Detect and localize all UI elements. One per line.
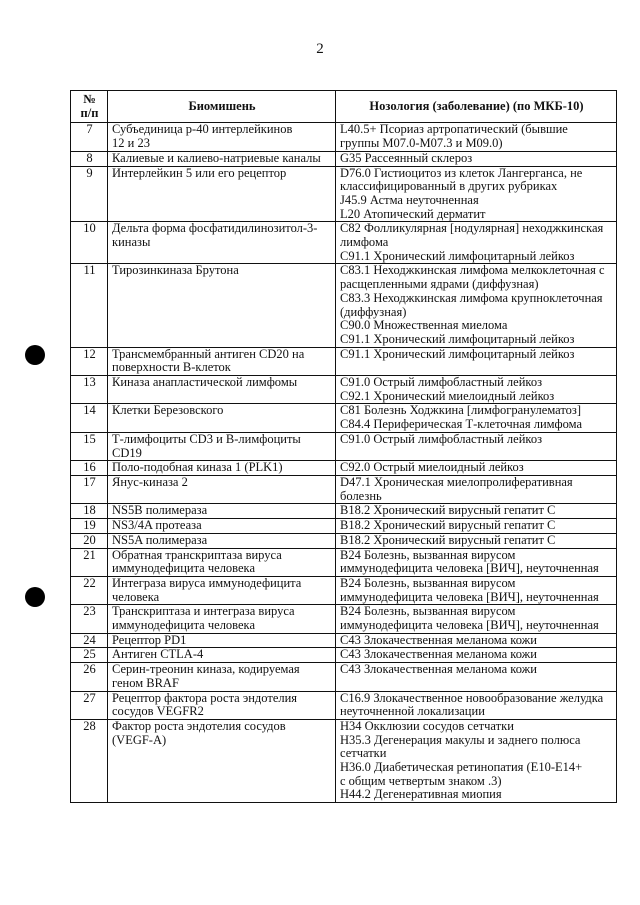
nosology-cell bbox=[336, 151, 617, 166]
nosology-cell bbox=[336, 633, 617, 648]
biotarget-text: CD19 bbox=[112, 445, 142, 460]
nosology-text: лимфома bbox=[340, 235, 389, 250]
nosology-text: D76.0 Гистиоцитоз из клеток Лангерганса, не bbox=[340, 165, 583, 180]
nosology-text: С91.1 Хронический лимфоцитарный лейкоз bbox=[340, 248, 575, 263]
header-number bbox=[71, 91, 108, 123]
table-row bbox=[71, 719, 617, 802]
biotarget-cell bbox=[108, 123, 336, 151]
nosology-text: С92.1 Хронический миелоидный лейкоз bbox=[340, 388, 555, 403]
nosology-text: С91.0 Острый лимфобластный лейкоз bbox=[340, 375, 543, 390]
nosology-text: расщепленными ядрами (диффузная) bbox=[340, 277, 539, 292]
biotarget-text: поверхности В-клеток bbox=[112, 360, 231, 375]
nosology-cell bbox=[336, 123, 617, 151]
biotarget-text: иммунодефицита человека bbox=[112, 618, 255, 633]
nosology-text: С91.0 Острый лимфобластный лейкоз bbox=[340, 431, 543, 446]
row-number: 22 bbox=[71, 576, 108, 604]
table-row bbox=[71, 663, 617, 691]
row-number: 11 bbox=[71, 264, 108, 347]
biotarget-cell bbox=[108, 432, 336, 460]
table-row bbox=[71, 504, 617, 519]
nosology-text: Н44.2 Дегенеративная миопия bbox=[340, 787, 502, 802]
biotarget-cell bbox=[108, 347, 336, 375]
row-number: 8 bbox=[71, 151, 108, 166]
nosology-text: С43 Злокачественная меланома кожи bbox=[340, 647, 537, 662]
nosology-text: С43 Злокачественная меланома кожи bbox=[340, 632, 537, 647]
biotarget-cell bbox=[108, 548, 336, 576]
biotarget-cell bbox=[108, 264, 336, 347]
biotarget-text: Обратная транскриптаза вируса bbox=[112, 547, 282, 562]
punch-hole-decoration bbox=[25, 587, 45, 607]
table-row bbox=[71, 376, 617, 404]
biotargets-table bbox=[70, 90, 617, 803]
biotarget-text: Интеграза вируса иммунодефицита bbox=[112, 575, 302, 590]
table-row bbox=[71, 533, 617, 548]
row-number: 16 bbox=[71, 461, 108, 476]
table-row bbox=[71, 548, 617, 576]
table-row bbox=[71, 461, 617, 476]
nosology-text: С92.0 Острый миелоидный лейкоз bbox=[340, 460, 524, 475]
nosology-text: В18.2 Хронический вирусный гепатит С bbox=[340, 518, 556, 533]
nosology-text: С83.1 Неходжкинская лимфома мелкоклеточная с bbox=[340, 263, 605, 278]
biotarget-cell bbox=[108, 504, 336, 519]
biotarget-text: Рецептор фактора роста эндотелия bbox=[112, 690, 298, 705]
row-number: 13 bbox=[71, 376, 108, 404]
table-row bbox=[71, 605, 617, 633]
biotarget-text: Субъединица р-40 интерлейкинов bbox=[112, 122, 293, 137]
biotarget-cell bbox=[108, 663, 336, 691]
row-number: 14 bbox=[71, 404, 108, 432]
row-number: 9 bbox=[71, 166, 108, 222]
nosology-cell bbox=[336, 264, 617, 347]
table-row bbox=[71, 264, 617, 347]
biotarget-text: Серин-треонин киназа, кодируемая bbox=[112, 662, 300, 677]
table-row bbox=[71, 347, 617, 375]
biotarget-text: Тирозинкиназа Брутона bbox=[112, 263, 239, 278]
nosology-cell bbox=[336, 691, 617, 719]
nosology-text: сетчатки bbox=[340, 746, 387, 761]
row-number: 7 bbox=[71, 123, 108, 151]
row-number: 23 bbox=[71, 605, 108, 633]
table-row bbox=[71, 123, 617, 151]
nosology-text: L20 Атопический дерматит bbox=[340, 206, 486, 221]
nosology-cell bbox=[336, 663, 617, 691]
nosology-cell bbox=[336, 432, 617, 460]
nosology-text: Н34 Окклюзии сосудов сетчатки bbox=[340, 718, 514, 733]
nosology-text: Н36.0 Диабетическая ретинопатия (Е10-Е14+ bbox=[340, 760, 583, 775]
nosology-text: С84.4 Периферическая Т-клеточная лимфома bbox=[340, 417, 583, 432]
table-row bbox=[71, 404, 617, 432]
row-number: 18 bbox=[71, 504, 108, 519]
biotarget-cell bbox=[108, 519, 336, 534]
nosology-text: С43 Злокачественная меланома кожи bbox=[340, 662, 537, 677]
biotarget-cell bbox=[108, 404, 336, 432]
biotarget-text: NS5A полимераза bbox=[112, 532, 208, 547]
nosology-text: иммунодефицита человека [ВИЧ], неуточненная bbox=[340, 618, 599, 633]
nosology-text: неуточненной локализации bbox=[340, 704, 485, 719]
table-header-row bbox=[71, 91, 617, 123]
header-number-line: № bbox=[83, 92, 96, 106]
nosology-text: G35 Рассеянный склероз bbox=[340, 150, 473, 165]
biotarget-text: Трансмембранный антиген CD20 на bbox=[112, 346, 305, 361]
header-number-line: п/п bbox=[80, 105, 99, 120]
biotarget-text: Клетки Березовского bbox=[112, 403, 224, 418]
row-number: 15 bbox=[71, 432, 108, 460]
table-body bbox=[71, 123, 617, 803]
biotarget-cell bbox=[108, 576, 336, 604]
nosology-text: классифицированный в других рубриках bbox=[340, 179, 558, 194]
biotarget-text: Т-лимфоциты CD3 и В-лимфоциты bbox=[112, 431, 301, 446]
table-row bbox=[71, 151, 617, 166]
table-row bbox=[71, 475, 617, 503]
table-row bbox=[71, 576, 617, 604]
biotarget-cell bbox=[108, 605, 336, 633]
page-number: 2 bbox=[316, 41, 324, 57]
row-number: 12 bbox=[71, 347, 108, 375]
row-number: 10 bbox=[71, 222, 108, 264]
biotarget-text: Калиевые и калиево-натриевые каналы bbox=[112, 150, 321, 165]
biotarget-text: Янус-киназа 2 bbox=[112, 474, 188, 489]
nosology-cell bbox=[336, 461, 617, 476]
nosology-text: с общим четвертым знаком .3) bbox=[340, 773, 502, 788]
row-number: 17 bbox=[71, 475, 108, 503]
row-number: 21 bbox=[71, 548, 108, 576]
biotarget-cell bbox=[108, 475, 336, 503]
table-row bbox=[71, 519, 617, 534]
table-row bbox=[71, 633, 617, 648]
nosology-text: (диффузная) bbox=[340, 304, 407, 319]
punch-hole-decoration bbox=[25, 345, 45, 365]
biotarget-text: Антиген CTLA-4 bbox=[112, 647, 204, 662]
biotarget-text: Рецептор PD1 bbox=[112, 632, 187, 647]
biotarget-text: NS5B полимераза bbox=[112, 503, 208, 518]
biotarget-text: сосудов VEGFR2 bbox=[112, 704, 204, 719]
biotarget-text: Поло-подобная киназа 1 (PLK1) bbox=[112, 460, 283, 475]
biotarget-cell bbox=[108, 461, 336, 476]
nosology-text: С91.1 Хронический лимфоцитарный лейкоз bbox=[340, 331, 575, 346]
nosology-cell bbox=[336, 533, 617, 548]
biotarget-cell bbox=[108, 633, 336, 648]
nosology-cell bbox=[336, 648, 617, 663]
nosology-cell bbox=[336, 548, 617, 576]
nosology-text: В18.2 Хронический вирусный гепатит С bbox=[340, 532, 556, 547]
nosology-text: С82 Фолликулярная [нодулярная] неходжкинская bbox=[340, 221, 604, 236]
nosology-cell bbox=[336, 576, 617, 604]
header-nosology: Нозология (заболевание) (по МКБ-10) bbox=[336, 91, 617, 123]
biotarget-cell bbox=[108, 648, 336, 663]
biotarget-text: иммунодефицита человека bbox=[112, 561, 255, 576]
row-number: 28 bbox=[71, 719, 108, 802]
nosology-cell bbox=[336, 166, 617, 222]
nosology-text: В24 Болезнь, вызванная вирусом bbox=[340, 547, 516, 562]
biotarget-cell bbox=[108, 376, 336, 404]
table-row bbox=[71, 432, 617, 460]
nosology-text: группы М07.0-М07.3 и М09.0) bbox=[340, 136, 503, 151]
nosology-text: Н35.3 Дегенерация макулы и заднего полюса bbox=[340, 732, 581, 747]
table-row bbox=[71, 222, 617, 264]
nosology-text: иммунодефицита человека [ВИЧ], неуточненная bbox=[340, 589, 599, 604]
biotarget-cell bbox=[108, 691, 336, 719]
nosology-cell bbox=[336, 719, 617, 802]
biotarget-text: Фактор роста эндотелия сосудов bbox=[112, 718, 286, 733]
biotarget-text: (VEGF-A) bbox=[112, 732, 167, 747]
table-row bbox=[71, 648, 617, 663]
biotarget-text: Транскриптаза и интеграза вируса bbox=[112, 604, 295, 619]
table-row bbox=[71, 166, 617, 222]
nosology-cell bbox=[336, 504, 617, 519]
biotarget-text: геном BRAF bbox=[112, 675, 179, 690]
nosology-text: С83.3 Неходжкинская лимфома крупноклеточная bbox=[340, 290, 603, 305]
row-number: 20 bbox=[71, 533, 108, 548]
biotarget-cell bbox=[108, 719, 336, 802]
row-number: 27 bbox=[71, 691, 108, 719]
biotarget-text: Киназа анапластической лимфомы bbox=[112, 375, 298, 390]
biotarget-cell bbox=[108, 222, 336, 264]
nosology-text: D47.1 Хроническая миелопролиферативная bbox=[340, 474, 573, 489]
nosology-text: В24 Болезнь, вызванная вирусом bbox=[340, 604, 516, 619]
biotarget-text: Дельта форма фосфатидилинозитол-3- bbox=[112, 221, 318, 236]
nosology-text: иммунодефицита человека [ВИЧ], неуточненная bbox=[340, 561, 599, 576]
nosology-cell bbox=[336, 605, 617, 633]
nosology-cell bbox=[336, 475, 617, 503]
biotarget-text: 12 и 23 bbox=[112, 136, 150, 151]
biotarget-text: киназы bbox=[112, 235, 151, 250]
biotarget-text: NS3/4A протеаза bbox=[112, 518, 202, 533]
nosology-text: С16.9 Злокачественное новообразование желудка bbox=[340, 690, 604, 705]
biotarget-text: Интерлейкин 5 или его рецептор bbox=[112, 165, 287, 180]
biotarget-cell bbox=[108, 533, 336, 548]
row-number: 25 bbox=[71, 648, 108, 663]
header-target: Биомишень bbox=[108, 91, 336, 123]
biotarget-cell bbox=[108, 166, 336, 222]
nosology-text: В24 Болезнь, вызванная вирусом bbox=[340, 575, 516, 590]
nosology-cell bbox=[336, 347, 617, 375]
nosology-cell bbox=[336, 222, 617, 264]
row-number: 24 bbox=[71, 633, 108, 648]
nosology-text: С91.1 Хронический лимфоцитарный лейкоз bbox=[340, 346, 575, 361]
nosology-cell bbox=[336, 404, 617, 432]
row-number: 19 bbox=[71, 519, 108, 534]
nosology-text: L40.5+ Псориаз артропатический (бывшие bbox=[340, 122, 568, 137]
nosology-text: С90.0 Множественная миелома bbox=[340, 318, 508, 333]
nosology-text: В18.2 Хронический вирусный гепатит С bbox=[340, 503, 556, 518]
biotarget-text: человека bbox=[112, 589, 160, 604]
table-row bbox=[71, 691, 617, 719]
biotarget-cell bbox=[108, 151, 336, 166]
nosology-cell bbox=[336, 376, 617, 404]
nosology-text: болезнь bbox=[340, 488, 382, 503]
row-number: 26 bbox=[71, 663, 108, 691]
nosology-text: С81 Болезнь Ходжкина [лимфогранулематоз] bbox=[340, 403, 582, 418]
nosology-cell bbox=[336, 519, 617, 534]
nosology-text: J45.9 Астма неуточненная bbox=[340, 192, 479, 207]
